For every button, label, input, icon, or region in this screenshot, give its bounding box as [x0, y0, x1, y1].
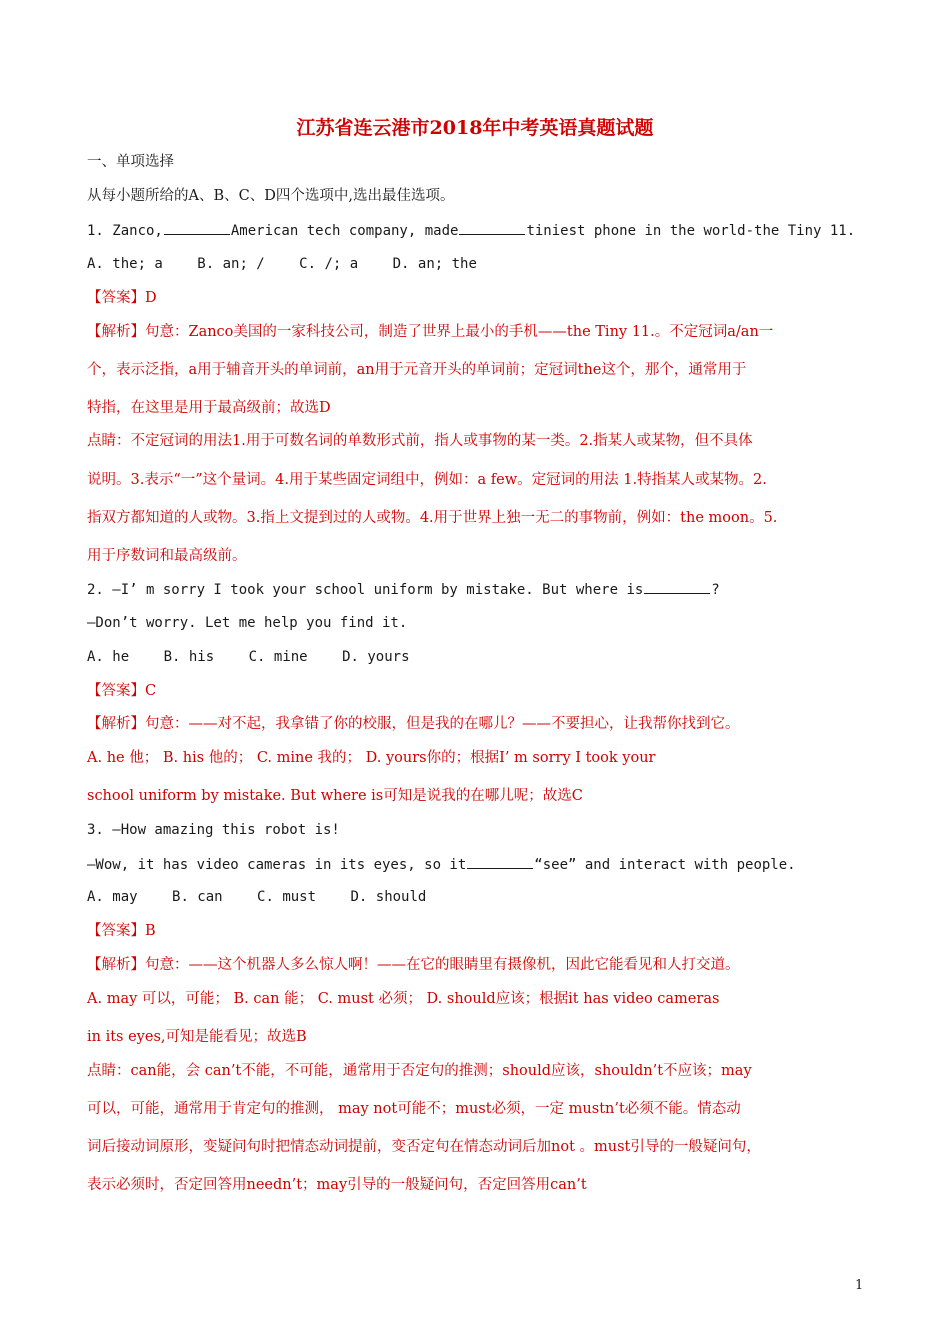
q1-option-a: A. the; a [87, 256, 163, 272]
section-instruction: 从每小题所给的A、B、C、D四个选项中,选出最佳选项。 [87, 188, 455, 204]
q2-option-d: D. yours [342, 649, 410, 665]
q1-analysis-line: 个，表示泛指，a用于辅音开头的单词前，an用于元音开头的单词前；定冠词the这个，那个，通常用于 [87, 362, 747, 378]
q1-stem-part-a: 1. Zanco, [87, 223, 163, 239]
question-3-stem: 3. —How amazing this robot is! [87, 822, 340, 838]
q3-tip-line: 词后接动词原形，变疑问句时把情态动词提前，变否定句在情态动词后加not 。must引导的一般疑问句， [87, 1139, 761, 1155]
question-3-options [87, 887, 877, 907]
q2-blank [644, 579, 710, 594]
q1-blank-1 [164, 220, 230, 235]
q3-option-b: B. can [172, 889, 223, 905]
q1-analysis-line: 【解析】句意：Zanco美国的一家科技公司，制造了世界上最小的手机——the Tiny 11.。不定冠词a/an一 [87, 324, 774, 340]
q1-option-c: C. /; a [299, 256, 359, 272]
q3-option-d: D. should [350, 889, 427, 905]
q2-analysis-line: school uniform by mistake. But where is可知是说我的在哪儿呢；故选C [87, 788, 583, 804]
q2-analysis-line: A. he 他； B. his 他的； C. mine 我的； D. yours你的；根据I’ m sorry I took your [87, 750, 656, 766]
q3-reply-part-b: “see” and interact with people. [534, 857, 796, 873]
q3-option-c: C. must [257, 889, 317, 905]
q2-stem-part-a: 2. —I’ m sorry I took your school uniform by mistake. But where is [87, 582, 644, 598]
q1-analysis-line: 特指，在这里是用于最高级前；故选D [87, 400, 331, 416]
q3-blank [467, 854, 533, 869]
page-title: 江苏省连云港市2018年中考英语真题试题 [296, 117, 654, 139]
q1-tip-line: 点睛：不定冠词的用法1.用于可数名词的单数形式前，指人或事物的某一类。2.指某人或某物，但不具体 [87, 433, 753, 449]
q1-tip-line: 指双方都知道的人或物。3.指上文提到过的人或物。4.用于世界上独一无二的事物前，例如：the moon。5. [87, 510, 778, 526]
q1-answer: 【答案】D [87, 290, 157, 306]
section-heading: 一、单项选择 [87, 154, 174, 170]
question-3-reply [87, 854, 877, 875]
q3-option-a: A. may [87, 889, 138, 905]
q3-tip-line: 点睛：can能，会 can’t不能，不可能，通常用于否定句的推测；should应该，shouldn’t不应该；may [87, 1063, 752, 1079]
page-number: 1 [855, 1278, 864, 1293]
q3-analysis-line: in its eyes,可知是能看见；故选B [87, 1029, 307, 1045]
q1-stem-part-b: American tech company, made [230, 223, 459, 239]
q3-tip-line: 表示必须时，否定回答用needn’t；may引导的一般疑问句，否定回答用can’t [87, 1177, 587, 1193]
q3-analysis-line: 【解析】句意：——这个机器人多么惊人啊！——在它的眼睛里有摄像机，因此它能看见和人打交道。 [87, 957, 740, 973]
q1-option-d: D. an; the [392, 256, 477, 272]
q1-tip-line: 用于序数词和最高级前。 [87, 548, 247, 564]
question-2-reply: —Don’t worry. Let me help you find it. [87, 615, 408, 631]
question-2-options [87, 647, 877, 667]
q3-tip-line: 可以，可能，通常用于肯定句的推测， may not可能不；must必须，一定 mustn’t必须不能。情态动 [87, 1101, 741, 1117]
q1-blank-2 [459, 220, 525, 235]
q1-tip-line: 说明。3.表示“一”这个量词。4.用于某些固定词组中，例如：a few。定冠词的用法 1.特指某人或某物。2. [87, 472, 767, 488]
q1-option-b: B. an; / [197, 256, 265, 272]
q3-answer: 【答案】B [87, 923, 156, 939]
q2-option-c: C. mine [248, 649, 308, 665]
q1-stem-part-c: tiniest phone in the world-the Tiny 11. [526, 223, 856, 239]
q2-option-a: A. he [87, 649, 130, 665]
q2-stem-part-b: ? [711, 582, 720, 598]
q2-answer: 【答案】C [87, 683, 157, 699]
q2-analysis-line: 【解析】句意：——对不起，我拿错了你的校服，但是我的在哪儿？——不要担心，让我帮你找到它。 [87, 716, 740, 732]
question-1-stem [87, 220, 877, 241]
q3-reply-part-a: —Wow, it has video cameras in its eyes, so it [87, 857, 467, 873]
question-1-options [87, 254, 877, 274]
question-2-stem [87, 579, 877, 600]
q3-analysis-line: A. may 可以，可能； B. can 能； C. must 必须； D. should应该；根据it has video cameras [87, 991, 720, 1007]
q2-option-b: B. his [163, 649, 215, 665]
